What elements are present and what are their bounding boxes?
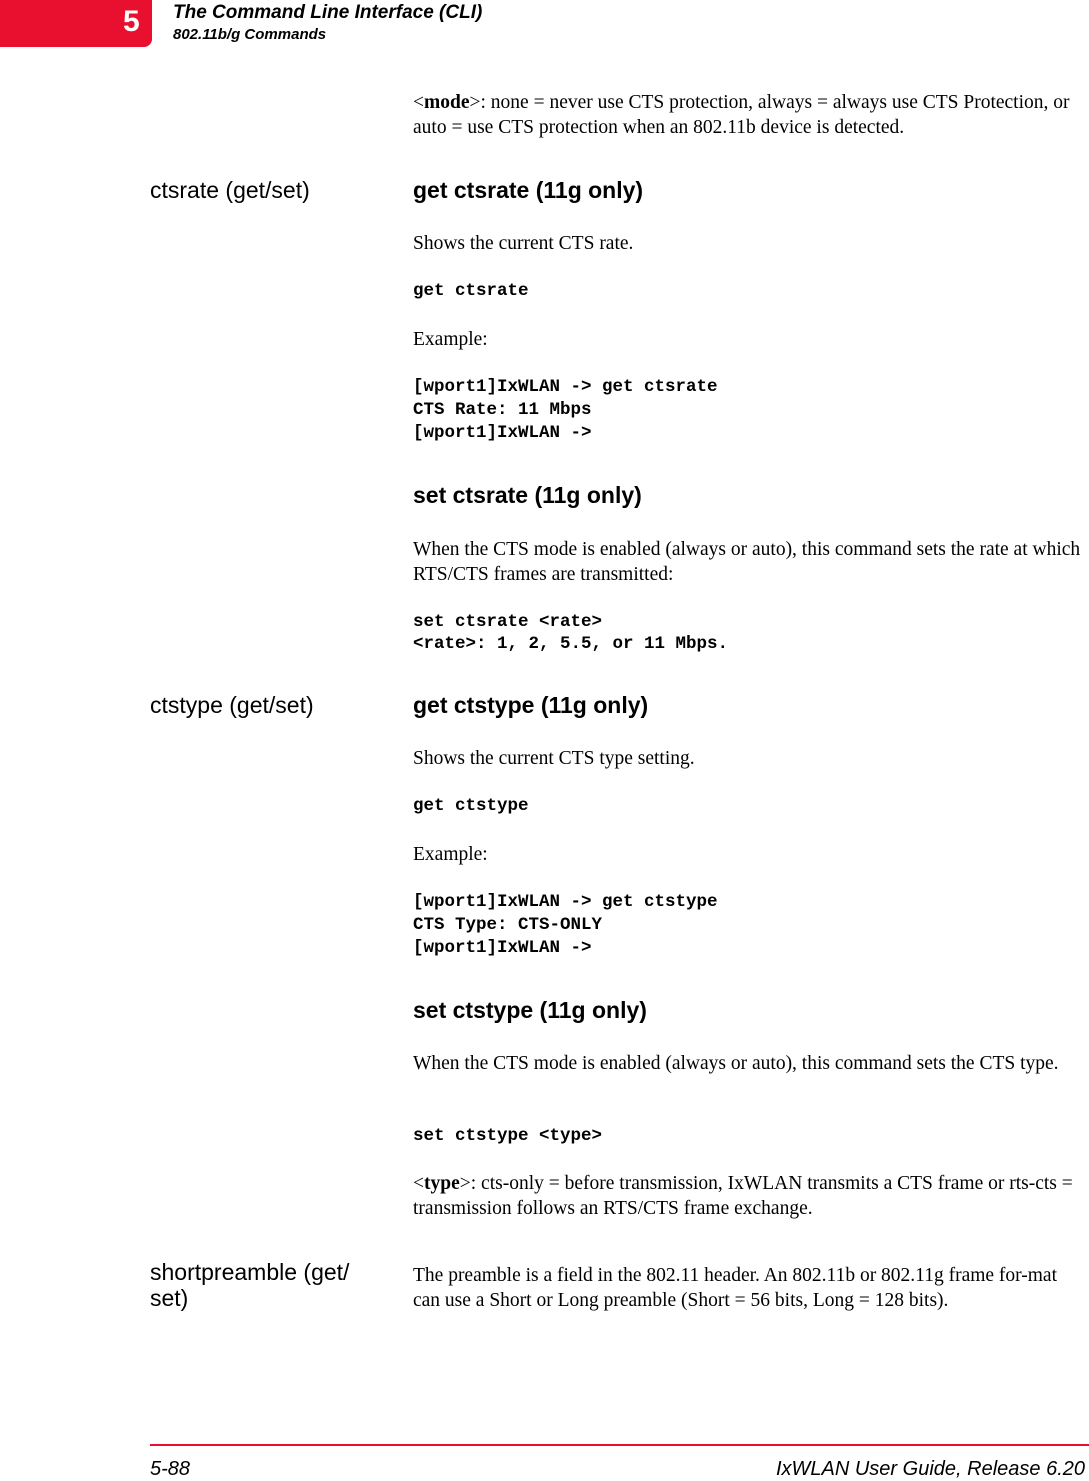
ctstype-example-line: [wport1]IxWLAN -> [413, 938, 592, 958]
get-ctsrate-description: Shows the current CTS rate. [413, 233, 634, 254]
ctsrate-example-line: [wport1]IxWLAN -> get ctsrate [413, 377, 718, 397]
header-title: The Command Line Interface (CLI) [173, 2, 483, 23]
set-ctsrate-description: When the CTS mode is enabled (always or auto), this command sets the rate at which RTS/CTS frames are transmitted: [413, 539, 1081, 585]
heading-set-ctsrate: set ctsrate (11g only) [413, 482, 642, 508]
side-label-shortpreamble: shortpreamble (get/ set) [150, 1259, 350, 1311]
chapter-number: 5 [123, 5, 140, 38]
ctstype-example-label: Example: [413, 844, 488, 865]
heading-set-ctstype: set ctstype (11g only) [413, 997, 647, 1023]
shortpreamble-description: The preamble is a field in the 802.11 header. An 802.11b or 802.11g frame for-mat can use a Short or Long preamble (Short = 56 bits, Long = 128 bits). [413, 1265, 1058, 1311]
get-ctstype-command: get ctstype [413, 796, 529, 816]
ctstype-example-line: CTS Type: CTS-ONLY [413, 915, 603, 935]
mode-description: <mode>: none = never use CTS protection, always = always use CTS Protection, or auto = use CTS protection when an 802.11b device is detected. [413, 92, 1070, 138]
mode-keyword: mode [424, 92, 470, 113]
set-ctsrate-command: set ctsrate <rate> [413, 612, 603, 632]
set-ctsrate-values: <rate>: 1, 2, 5.5, or 11 Mbps. [413, 634, 729, 654]
footer-rule [150, 1444, 1089, 1446]
set-ctstype-command: set ctstype <type> [413, 1126, 603, 1146]
ctsrate-example-line: [wport1]IxWLAN -> [413, 423, 592, 443]
header-subtitle: 802.11b/g Commands [173, 26, 327, 43]
ctsrate-example-label: Example: [413, 329, 488, 350]
side-label-ctsrate: ctsrate (get/set) [150, 177, 310, 203]
ctstype-example-line: [wport1]IxWLAN -> get ctstype [413, 892, 718, 912]
type-description: <type>: cts-only = before transmission, IxWLAN transmits a CTS frame or rts-cts = transmission follows an RTS/CTS frame exchange. [413, 1173, 1073, 1219]
get-ctstype-description: Shows the current CTS type setting. [413, 748, 695, 769]
side-label-ctstype: ctstype (get/set) [150, 692, 314, 718]
page-number: 5-88 [150, 1458, 191, 1480]
heading-get-ctsrate: get ctsrate (11g only) [413, 177, 644, 203]
guide-title: IxWLAN User Guide, Release 6.20 [775, 1458, 1085, 1480]
heading-get-ctstype: get ctstype (11g only) [413, 692, 649, 718]
ctsrate-example-line: CTS Rate: 11 Mbps [413, 400, 592, 420]
set-ctstype-description: When the CTS mode is enabled (always or auto), this command sets the CTS type. [413, 1053, 1059, 1074]
type-keyword: type [424, 1173, 460, 1194]
get-ctsrate-command: get ctsrate [413, 281, 529, 301]
